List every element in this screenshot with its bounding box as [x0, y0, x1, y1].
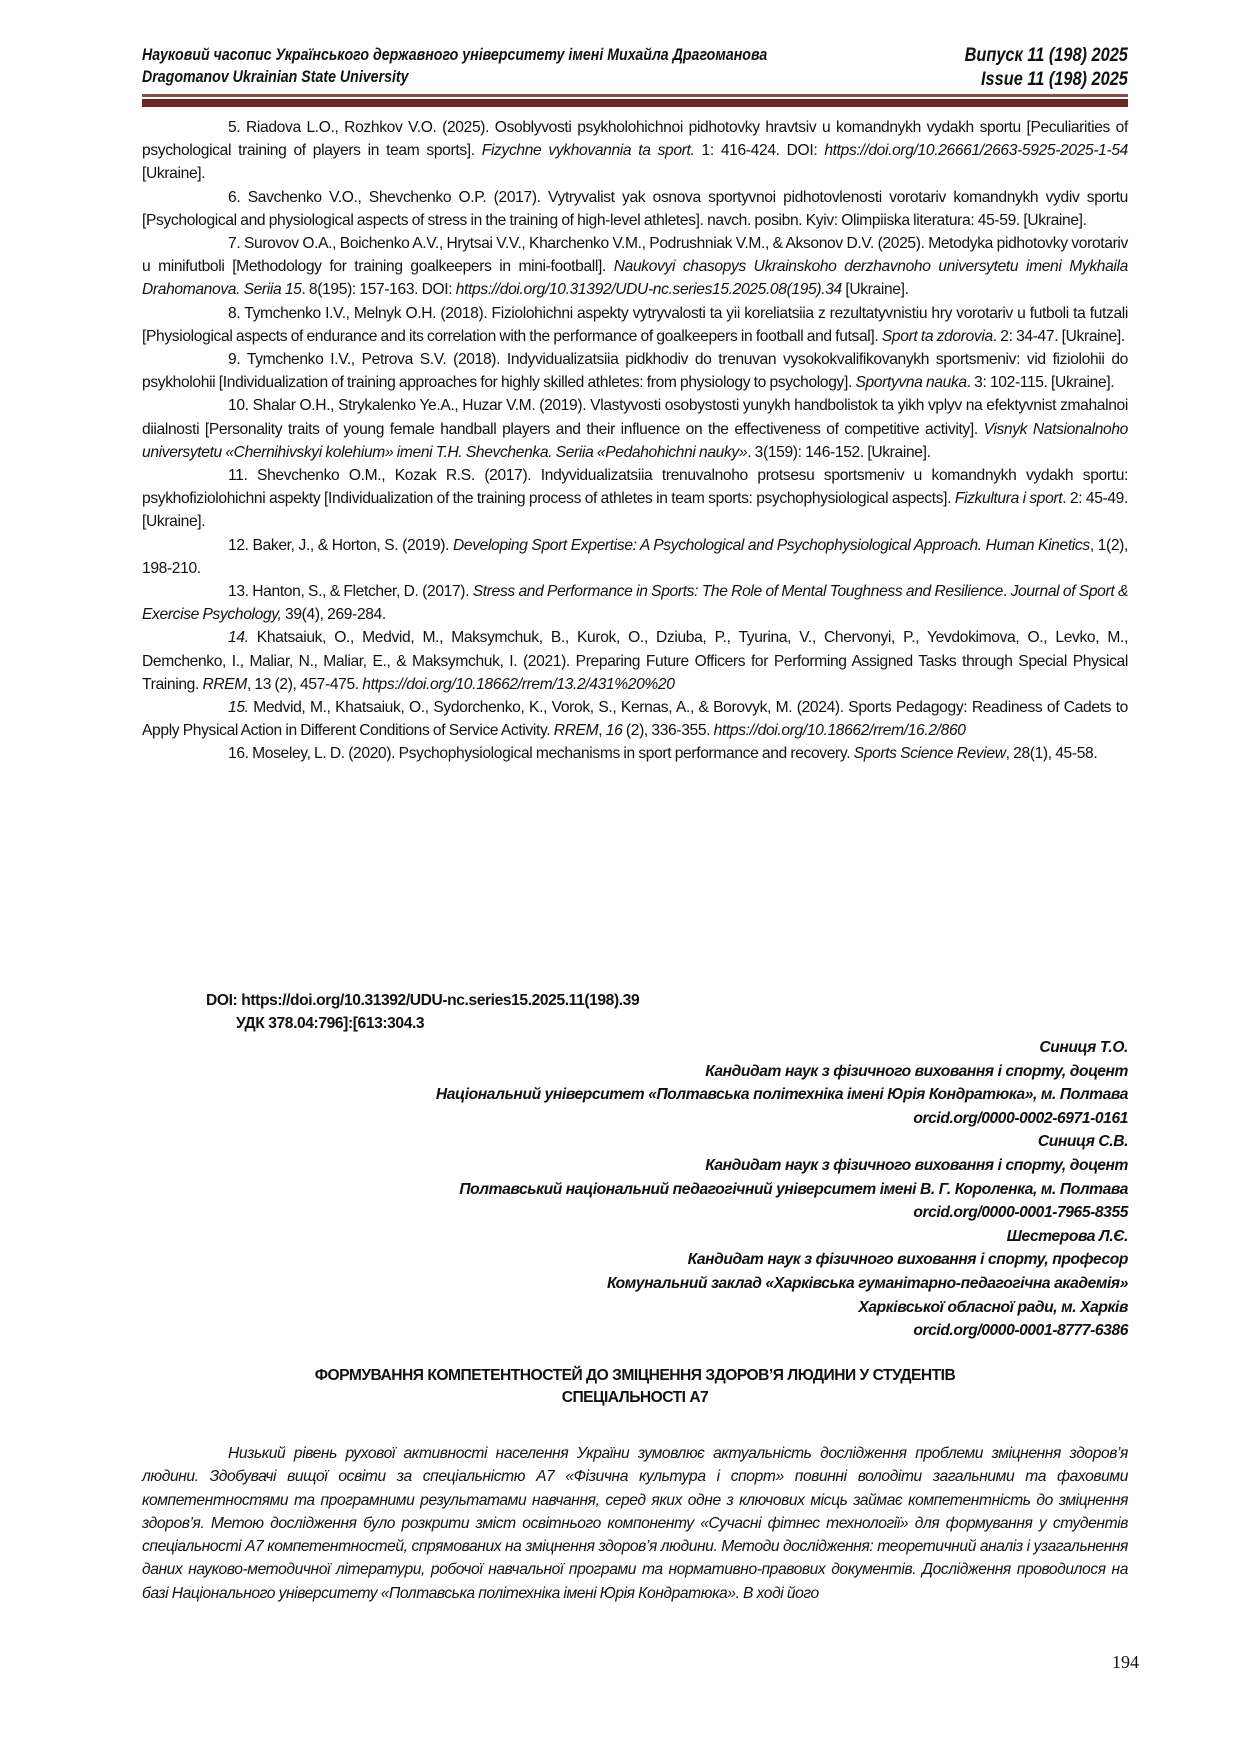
reference-item: 6. Savchenko V.O., Shevchenko O.P. (2017). Vytryvalist yak osnova sportyvnoi pidhotovlenosti vorotariv komandnykh vydiv sportu [Psychological and physiological aspects of stress in the training of high-level athletes]. navch. posibn. Kyiv: Olimpiiska literatura: 45-59. [Ukraine].: [142, 188, 1129, 229]
issue-en: Issue 11 (198) 2025: [981, 69, 1128, 90]
author-degree: Кандидат наук з фізичного виховання і спорту, професор: [687, 1251, 1128, 1269]
reference-item: 10. Shalar O.H., Strykalenko Ye.A., Huzar V.M. (2019). Vlastyvosti osobystosti yunykh handbolistok ta yikh vplyv na efektyvnist zmahalnoi diialnosti [Personality traits of young female handball players and their influence on the effectiveness of competitive activity]. Visnyk Natsionalnoho universytetu «Chernihivskyi kolehium» imeni T.H. Shevchenka. Seriia «Pedahohichni nauky». 3(159): 146-152. [Ukraine].: [142, 397, 1128, 461]
author-degree: Кандидат наук з фізичного виховання і спорту, доцент: [705, 1062, 1128, 1080]
author-affiliation: Харківської обласної ради, м. Харків: [858, 1298, 1128, 1316]
header-rule-thick: [142, 99, 1128, 107]
author-orcid[interactable]: orcid.org/0000-0001-7965-8355: [913, 1204, 1128, 1222]
author-orcid[interactable]: orcid.org/0000-0002-6971-0161: [913, 1109, 1128, 1127]
author-name: Шестерова Л.Є.: [1006, 1227, 1128, 1245]
author-degree: Кандидат наук з фізичного виховання і спорту, доцент: [705, 1156, 1128, 1174]
reference-item: 9. Tymchenko I.V., Petrova S.V. (2018). Indyvidualizatsiia pidkhodiv do trenuvan vysokokvalifikovanykh sportsmeniv: vid fiziolohii do psykholohii [Individualization of training approaches for highly skilled athletes: from physiology to psychology]. Sportyvna nauka. 3: 102-115. [Ukraine].: [142, 351, 1128, 392]
doi-link[interactable]: https://doi.org/10.31392/UDU-nc.series15.2025.08(195).34: [455, 281, 842, 299]
author-orcid[interactable]: orcid.org/0000-0001-8777-6386: [913, 1322, 1128, 1340]
author-affiliation: Полтавський національний педагогічний університет імені В. Г. Короленка, м. Полтава: [459, 1180, 1128, 1198]
reference-item: 11. Shevchenko O.M., Kozak R.S. (2017). Indyvidualizatsiia trenuvalnoho protsesu sportsmeniv u komandnykh vydakh sportu: psykhofiziolohichni aspekty [Individualization of the training process of athletes in team sports: psychophysiological aspects]. Fizkultura i sport. 2: 45-49. [Ukraine].: [142, 467, 1128, 531]
author-name: Синиця С.В.: [1037, 1133, 1128, 1151]
reference-item: 14. Khatsaiuk, O., Medvid, M., Maksymchuk, B., Kurok, O., Dziuba, P., Tyurina, V., Chervonyi, P., Yevdokimova, O., Levko, M., Demchenko, I., Maliar, N., Maliar, E., & Maksymchuk, I. (2021). Preparing Future Officers for Performing Assigned Tasks through Special Physical Training. RREM, 13 (2), 457-475. https://doi.org/10.18662/rrem/13.2/431%20%20: [142, 629, 1128, 693]
doi-link[interactable]: https://doi.org/10.18662/rrem/16.2/860: [713, 722, 966, 740]
author-name: Синиця Т.О.: [1039, 1039, 1128, 1056]
article-title-line: ФОРМУВАННЯ КОМПЕТЕНТНОСТЕЙ ДО ЗМІЦНЕННЯ ЗДОРОВ’Я ЛЮДИНИ У СТУДЕНТІВ: [314, 1367, 956, 1384]
article-title: [142, 1365, 1128, 1409]
reference-item: 15. Medvid, M., Khatsaiuk, O., Sydorchenko, K., Vorok, S., Kernas, A., & Borovyk, M. (2024). Sports Pedagogy: Readiness of Cadets to Apply Physical Action in Different Conditions of Service Activity. RREM, 16 (2), 336-355. https://doi.org/10.18662/rrem/16.2/860: [142, 699, 1128, 740]
issue-block: [965, 44, 1128, 92]
journal-title-block: [142, 44, 767, 88]
reference-item: 7. Surovov O.A., Boichenko A.V., Hrytsai V.V., Kharchenko V.M., Podrushniak V.M., & Aksonov D.V. (2025). Metodyka pidhotovky vorotariv u minifutboli [Methodology for training goalkeepers in mini-football]. Naukovyi chasopys Ukrainskoho derzhavnoho universytetu imeni Mykhaila Drahomanova. Seriia 15. 8(195): 157-163. DOI: https://doi.org/10.31392/UDU-nc.series15.2025.08(195).34 [Ukraine].: [142, 235, 1128, 299]
journal-title-uk: Науковий часопис Українського державного університету імені Михайла Драгоманова: [142, 46, 768, 64]
reference-item: 12. Baker, J., & Horton, S. (2019). Developing Sport Expertise: A Psychological and Psychophysiological Approach. Human Kinetics, 1(2), 198-210.: [142, 536, 1128, 577]
article-doi[interactable]: DOI: https://doi.org/10.31392/UDU-nc.series15.2025.11(198).39: [206, 992, 640, 1009]
reference-item: 8. Tymchenko I.V., Melnyk O.H. (2018). Fiziolohichni aspekty vytryvalosti ta yii koreliatsiia z rezultatyvnistiu hry vorotariv u futboli ta futzali [Physiological aspects of endurance and its correlation with the performance of goalkeepers in football and futsal]. Sport ta zdorovia. 2: 34-47. [Ukraine].: [142, 304, 1128, 345]
header-rule-thin: [142, 94, 1128, 97]
doi-link[interactable]: https://doi.org/10.18662/rrem/13.2/431%20%20: [362, 675, 675, 693]
author-affiliation: Національний університет «Полтавська політехніка імені Юрія Кондратюка», м. Полтава: [435, 1086, 1128, 1104]
article-udk: УДК 378.04:796]:[613:304.3: [236, 1015, 425, 1032]
page-number: 194: [1112, 1652, 1139, 1672]
doi-link[interactable]: https://doi.org/10.26661/2663-5925-2025-1-54: [824, 142, 1128, 160]
author-block: [228, 1036, 1128, 1343]
author-affiliation: Комунальний заклад «Харківська гуманітарно-педагогічна академія»: [607, 1274, 1128, 1292]
reference-item: 5. Riadova L.O., Rozhkov V.O. (2025). Osoblyvosti psykholohichnoi pidhotovky hravtsiv u komandnykh vydakh sportu [Peculiarities of psychological training of players in team sports]. Fizychne vykhovannia ta sport. 1: 416-424. DOI: https://doi.org/10.26661/2663-5925-2025-1-54 [Ukraine].: [142, 119, 1128, 183]
reference-item: 16. Moseley, L. D. (2020). Psychophysiological mechanisms in sport performance and recovery. Sports Science Review, 28(1), 45-58.: [228, 745, 1098, 763]
article-title-line: СПЕЦІАЛЬНОСТІ А7: [561, 1389, 709, 1406]
article-abstract: Низький рівень рухової активності населення України зумовлює актуальність дослідження проблеми зміцнення здоров’я людини. Здобувачі вищої освіти за спеціальністю А7 «Фізична культура і спорт» повинні володіти загальними та фаховими компетентностями та програмними результатами навчання, серед яких одне з ключових місць займає компетентність до зміцнення здоров’я. Метою дослідження було розкрити зміст освітнього компоненту «Сучасні фітнес технології» для формування у студентів спеціальності А7 компетентностей, спрямованих на зміцнення здоров’я людини. Методи дослідження: теоретичний аналіз і узагальнення даних науково-методичної літератури, робочої навчальної програми та нормативно-правових документів. Дослідження проводилося на базі Національного університету «Полтавська політехніка імені Юрія Кондратюка». В ході його: [142, 1445, 1128, 1602]
issue-uk: Випуск 11 (198) 2025: [964, 45, 1128, 66]
article-identifiers: [206, 989, 639, 1035]
reference-item: 13. Hanton, S., & Fletcher, D. (2017). Stress and Performance in Sports: The Role of Mental Toughness and Resilience. Journal of Sport & Exercise Psychology, 39(4), 269-284.: [142, 583, 1129, 624]
journal-title-en: Dragomanov Ukrainian State University: [142, 68, 409, 86]
reference-list: [142, 116, 1128, 766]
